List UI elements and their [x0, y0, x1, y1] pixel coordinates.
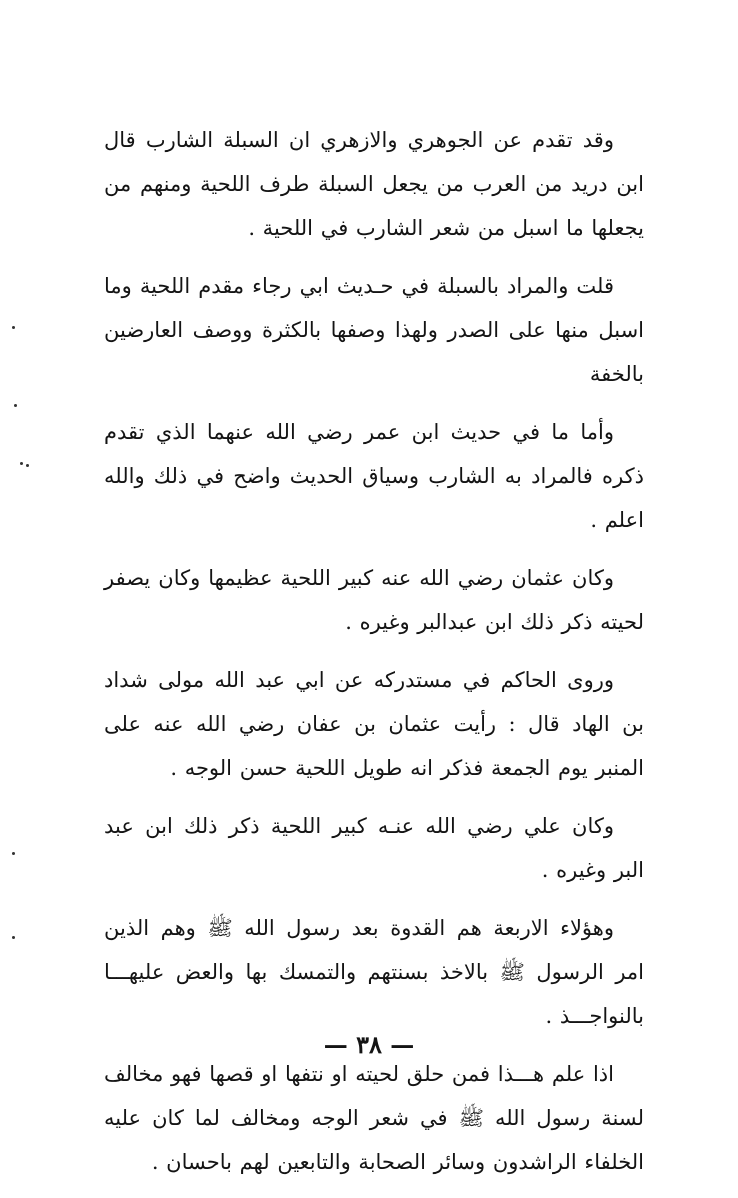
- paragraph-2: قلت والمراد بالسبلة في حـديث ابي رجاء مقدم اللحية وما اسبل منها على الصدر ولهذا وصفها بالكثرة ووصف العارضين بالخفة: [104, 274, 644, 386]
- paragraph-5: وروى الحاكم في مستدركه عن ابي عبد الله مولى شداد بن الهاد قال : رأيت عثمان بن عفان رضي الله عنه على المنبر يوم الجمعة فذكر انه طويل اللحية حسن الوجه .: [104, 668, 644, 780]
- scan-speck: [20, 462, 23, 465]
- scan-speck: [14, 404, 17, 407]
- scan-speck: [26, 464, 29, 467]
- page-number: — ٣٨ —: [323, 1030, 415, 1059]
- paragraph-3: وأما ما في حديث ابن عمر رضي الله عنهما الذي تقدم ذكره فالمراد به الشارب وسياق الحديث واضح في ذلك والله اعلم .: [104, 420, 644, 532]
- paragraph-6: وكان علي رضي الله عنـه كبير اللحية ذكر ذلك ابن عبد البر وغيره .: [104, 814, 644, 882]
- paragraph-4: وكان عثمان رضي الله عنه كبير اللحية عظيمها وكان يصفر لحيته ذكر ذلك ابن عبدالبر وغيره .: [104, 566, 644, 634]
- scan-speck: [12, 852, 15, 855]
- paragraph-8: اذا علم هـــذا فمن حلق لحيته او نتفها او قصها فهو مخالف لسنة رسول الله ﷺ في شعر الوجه ومخالف لما كان عليه الخلفاء الراشدون وسائر الصحابة والتابعين لهم باحسان .: [104, 1062, 644, 1174]
- scan-speck: [12, 326, 15, 329]
- paragraph-7: وهؤلاء الاربعة هم القدوة بعد رسول الله ﷺ وهم الذين امر الرسول ﷺ بالاخذ بسنتهم والتمسك بها والعض عليهـــا بالنواجـــذ .: [104, 916, 644, 1028]
- scan-speck: [12, 936, 15, 939]
- paragraph-1: وقد تقدم عن الجوهري والازهري ان السبلة الشارب قال ابن دريد من العرب من يجعل السبلة طرف اللحية ومنهم من يجعلها ما اسبل من شعر الشارب في اللحية .: [104, 128, 644, 240]
